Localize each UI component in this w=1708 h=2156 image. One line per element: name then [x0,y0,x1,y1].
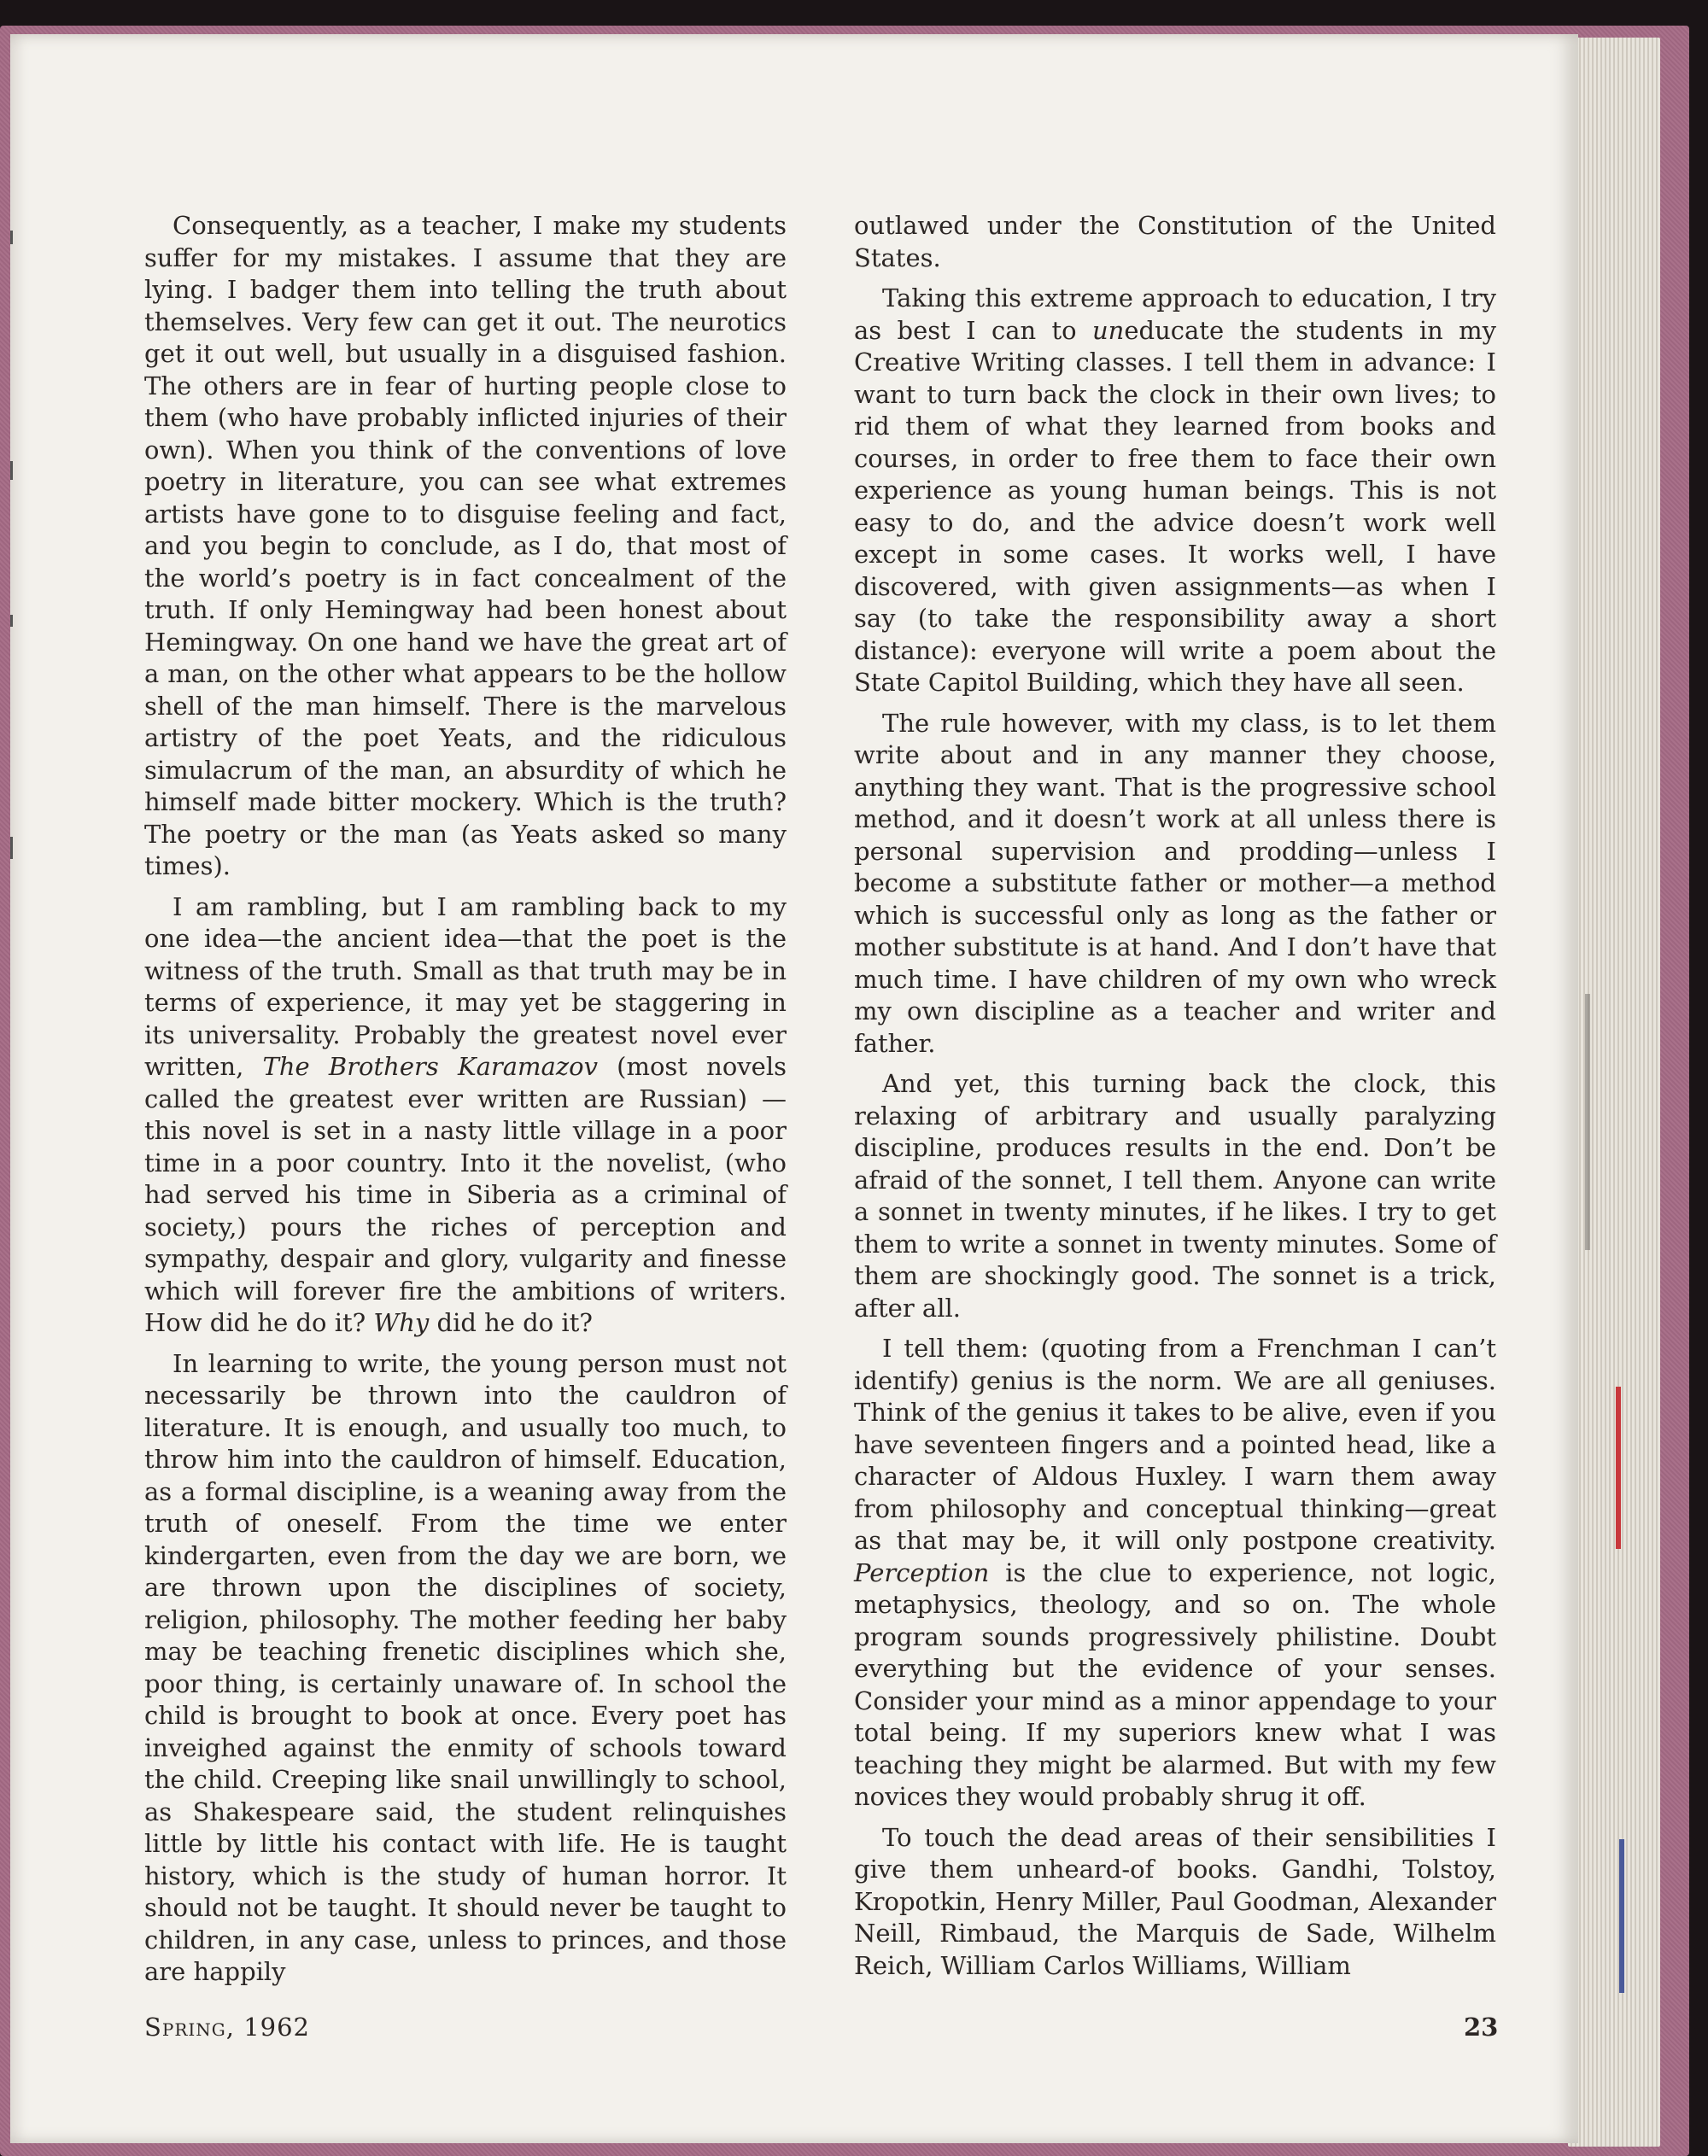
margin-mark [10,231,13,244]
paragraph: And yet, this turning back the clock, this relaxing of arbitrary and usually paralyzing discipline, produces results in the end. Don’t be afraid of the sonnet, I tell them. Anyone can write a sonnet in twenty minutes, if he likes. I try to get them to write a sonnet in twenty minutes. Some of them are shockingly good. The sonnet is a trick, after all. [854,1069,1496,1323]
page [10,34,1578,2143]
text-run: I tell them: (quoting from a Frenchman I can’t identify) genius is the norm. We are all geniuses. Think of the genius it takes to be alive, even if you have seventeen fingers and a pointed head, like a character of Aldous Huxley. I warn them away from philosophy and conceptual thinking—great as that may be, it will only postpone creativity. [854,1334,1496,1555]
paragraph-continued: outlawed under the Constitution of the United States. [854,211,1496,272]
edge-mark-blue [1619,1839,1624,1993]
text-run: did he do it? [436,1308,593,1337]
emphasis: Perception [854,1557,990,1587]
edge-mark-red [1616,1387,1621,1549]
text-run: educate the students in my Creative Writing classes. I tell them in advance: I want to turn back the clock in their own lives; to rid them of what they learned from books and courses, in order to free them to face their own experience as young human beings. This is not easy to do, and the advice doesn’t work well except in some cases. It works well, I have discovered, with given assignments—as when I say (to take the responsibility away a short distance): everyone will write a poem about the State Capitol Building, which they have all seen. [854,315,1497,697]
paragraph [854,283,1496,699]
right-column [854,210,1496,1990]
page-number: 23 [1464,2013,1499,2042]
margin-mark [10,615,13,627]
paragraph: Consequently, as a teacher, I make my students suffer for my mistakes. I assume that they are lying. I badger them into telling the truth about themselves. Very few can get it out. The neurotics get it out well, but usually in a disguised fashion. The others are in fear of hurting people close to them (who have probably inflicted injuries of their own). When you think of the conventions of love poetry in literature, you can see what extremes artists have gone to to disguise feeling and fact, and you begin to conclude, as I do, that most of the world’s poetry is in fact concealment of the truth. If only Hemingway had been honest about Hemingway. On one hand we have the great art of a man, on the other what appears to be the hollow shell of the man himself. There is the marvelous artistry of the poet Yeats, and the ridiculous simulacrum of the man, an absurdity of which he himself made bitter mockery. Which is the truth? The poetry or the man (as Yeats asked so many times). [144,211,787,880]
emphasis: un [1092,315,1125,345]
left-column [144,210,787,1997]
margin-mark [10,461,13,480]
paragraph [144,891,787,1340]
paragraph [854,1333,1496,1814]
issue-footer: Spring, 1962 [144,2013,310,2042]
text-run: I am rambling, but I am rambling back to my one idea—the ancient idea—that the poet is the witness of the truth. Small as that truth may be in terms of experience, it may yet be staggering in its universality. Probably the greatest novel ever written, [144,891,787,1081]
paragraph: To touch the dead areas of their sensibilities I give them unheard-of books. Gandhi, Tolstoy, Kropotkin, Henry Miller, Paul Goodman, Alexander Neill, Rimbaud, the Marquis de Sade, Wilhelm Reich, William Carlos Williams, William [854,1822,1496,1980]
paragraph: In learning to write, the young person must not necessarily be thrown into the cauldron of literature. It is enough, and usually too much, to throw him into the cauldron of himself. Education, as a formal discipline, is a weaning away from the truth of oneself. From the time we enter kindergarten, even from the day we are born, we are thrown upon the disciplines of society, religion, philosophy. The mother feeding her baby may be teaching frenetic disciplines which she, poor thing, is certainly unaware of. In school the child is brought to book at once. Every poet has inveighed against the enmity of schools toward the child. Creeping like snail unwillingly to school, as Shakespeare said, the student relinquishes little by little his contact with life. He is taught history, which is the study of human horror. It should not be taught. It should never be taught to children, in any case, unless to princes, and those are happily [144,1348,787,1986]
text-run: (most novels called the greatest ever written are Russian) —this novel is set in a nasty little village in a poor time in a poor country. Into it the novelist, (who had served his time in Siberia as a criminal of society,) pours the riches of perception and sympathy, despair and glory, vulgarity and finesse which will forever fire the ambitions of writers. How did he do it? [144,1052,787,1337]
text-run: Taking this extreme approach to education, I try as best I can to [854,283,1496,345]
paragraph: The rule however, with my class, is to let them write about and in any manner they choose, anything they want. That is the progressive school method, and it doesn’t work at all unless there is personal supervision and prodding—unless I become a substitute father or mother—a method which is successful only as long as the father or mother substitute is at hand. And I don’t have that much time. I have children of my own who wreck my own discipline as a teacher and writer and father. [854,708,1496,1058]
margin-mark [10,837,13,859]
page-edges [1568,38,1660,2147]
book-title: The Brothers Karamazov [262,1052,598,1081]
emphasis: Why [373,1308,430,1337]
edge-mark-dark [1585,994,1590,1250]
text-run: is the clue to experience, not logic, metaphysics, theology, and so on. The whole program sounds progressively philistine. Doubt everything but the evidence of your senses. Consider your mind as a minor appendage to your total being. If my superiors knew what I was teaching they might be alarmed. But with my few novices they would probably shrug it off. [854,1557,1496,1811]
